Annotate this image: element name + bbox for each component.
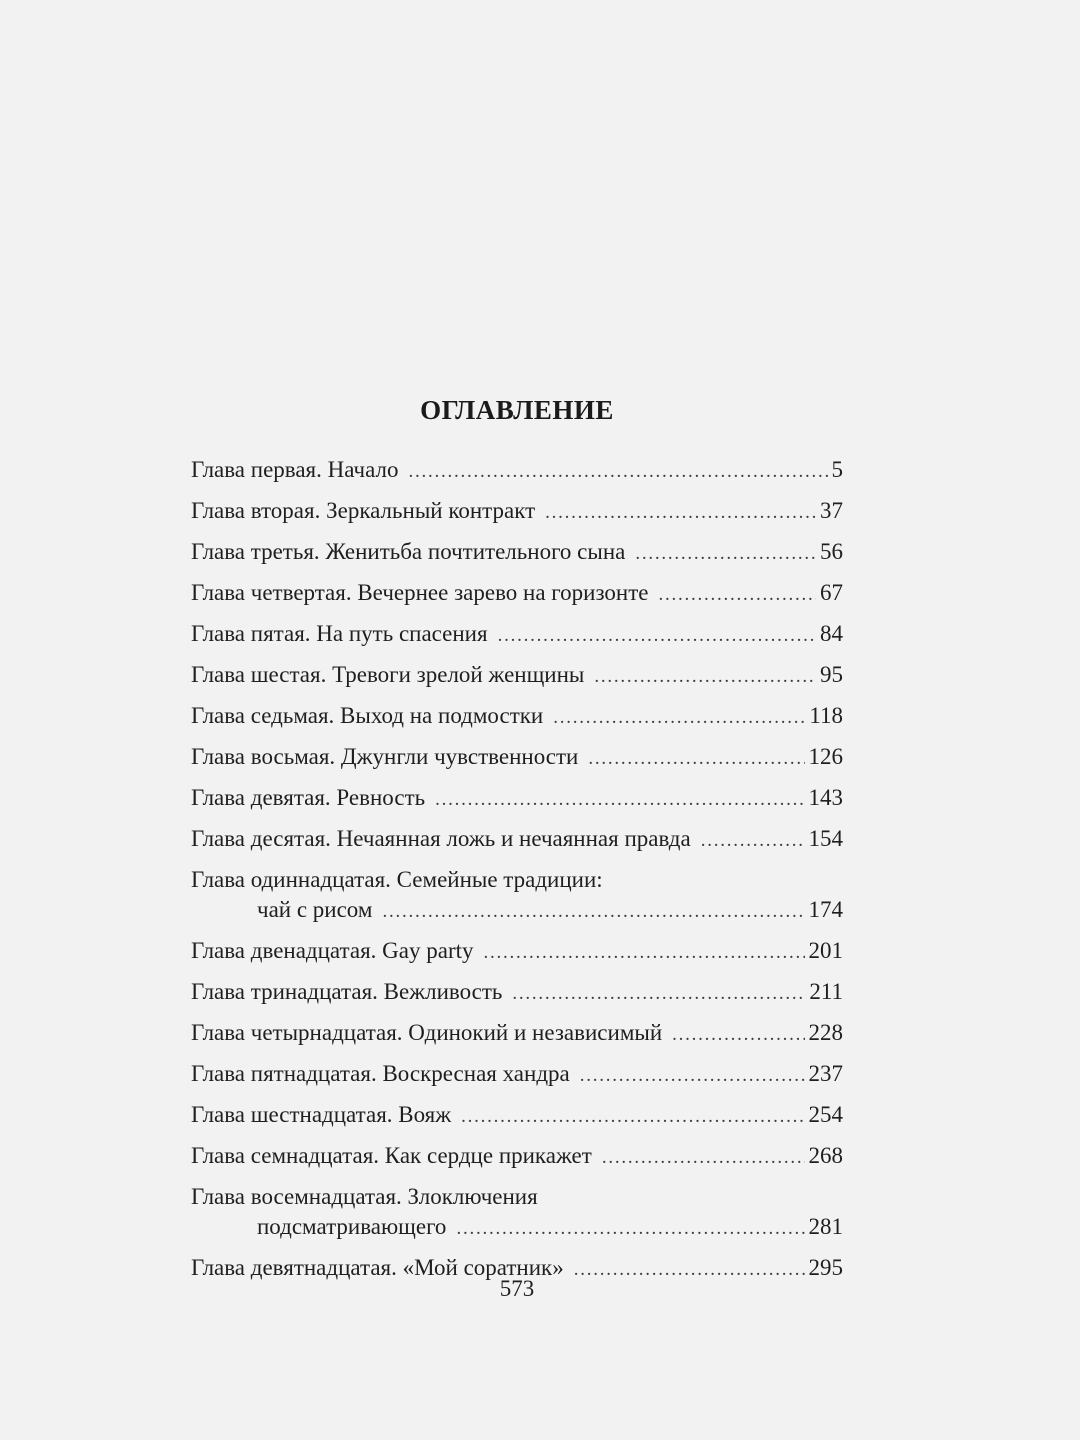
entry-title: Глава четырнадцатая. Одинокий и независимый [191,1020,663,1045]
entry-title: Глава четвертая. Вечернее зарево на горизонте [191,580,649,605]
toc-entry-14 [191,1018,843,1050]
entry-title: Глава третья. Женитьба почтительного сына [191,539,626,564]
toc-entry-1 [191,455,843,487]
entry-title: Глава шестнадцатая. Вояж [191,1102,452,1127]
entry-page-number: 295 [808,1255,843,1280]
entry-title-continuation: подсматривающего [257,1214,447,1239]
dot-leader [512,979,805,1009]
entry-page-number: 254 [808,1102,843,1127]
toc-entry-17 [191,1141,843,1173]
entry-title: Глава двенадцатая. Gay party [191,938,474,963]
entry-page-number: 154 [808,826,843,851]
dot-leader [461,1102,804,1132]
dot-leader [456,1214,804,1244]
entry-title: Глава пятая. На путь спасения [191,621,488,646]
entry-page-number: 228 [808,1020,843,1045]
toc-entry-15 [191,1059,843,1091]
entry-title: Глава восьмая. Джунгли чувственности [191,744,579,769]
toc-entry-9 [191,783,843,815]
entry-title-continuation: чай с рисом [257,897,373,922]
toc-heading: ОГЛАВЛЕНИЕ [420,395,614,425]
toc-entry-7 [191,701,843,733]
entry-page-number: 143 [808,785,843,810]
entry-title: Глава вторая. Зеркальный контракт [191,498,536,523]
toc-entry-5 [191,619,843,651]
entry-page-number: 268 [808,1143,843,1168]
toc-entry-16 [191,1100,843,1132]
entry-title: Глава одиннадцатая. Семейные традиции: [191,867,603,892]
entry-title: Глава десятая. Нечаянная ложь и нечаянная правда [191,826,691,851]
toc-entry-3 [191,537,843,569]
entry-page-number: 237 [808,1061,843,1086]
dot-leader [435,785,804,815]
toc-list [191,455,843,1294]
entry-title: Глава девятая. Ревность [191,785,426,810]
dot-leader [635,539,816,569]
dot-leader [545,498,816,528]
entry-page-number: 118 [809,703,843,728]
toc-entry-11 [191,865,843,927]
entry-page-number: 281 [808,1214,843,1239]
dot-leader [588,744,804,774]
entry-title: Глава восемнадцатая. Злоключения [191,1184,538,1209]
entry-title: Глава семнадцатая. Как сердце прикажет [191,1143,592,1168]
toc-entry-2 [191,496,843,528]
entry-title: Глава девятнадцатая. «Мой соратник» [191,1255,564,1280]
dot-leader [498,621,816,651]
entry-page-number: 95 [820,662,843,687]
page-number-folio: 573 [499,1276,535,1301]
entry-page-number: 211 [809,979,843,1004]
toc-entry-8 [191,742,843,774]
entry-title: Глава тринадцатая. Вежливость [191,979,503,1004]
dot-leader [701,826,805,856]
entry-title: Глава шестая. Тревоги зрелой женщины [191,662,585,687]
dot-leader [382,897,804,927]
entry-page-number: 201 [808,938,843,963]
dot-leader [484,938,805,968]
dot-leader [553,703,805,733]
entry-page-number: 84 [820,621,843,646]
dot-leader [658,580,816,610]
toc-entry-18 [191,1182,843,1244]
dot-leader [408,457,827,487]
entry-page-number: 67 [820,580,843,605]
toc-entry-4 [191,578,843,610]
toc-entry-13 [191,977,843,1009]
dot-leader [580,1061,805,1091]
toc-entry-6 [191,660,843,692]
entry-page-number: 126 [808,744,843,769]
entry-page-number: 174 [808,897,843,922]
entry-page-number: 56 [820,539,843,564]
entry-page-number: 5 [831,457,843,482]
entry-title: Глава пятнадцатая. Воскресная хандра [191,1061,570,1086]
dot-leader [594,662,816,692]
dot-leader [602,1143,805,1173]
entry-page-number: 37 [820,498,843,523]
toc-entry-12 [191,936,843,968]
dot-leader [672,1020,804,1050]
toc-entry-10 [191,824,843,856]
entry-title: Глава первая. Начало [191,457,399,482]
entry-title: Глава седьмая. Выход на подмостки [191,703,544,728]
